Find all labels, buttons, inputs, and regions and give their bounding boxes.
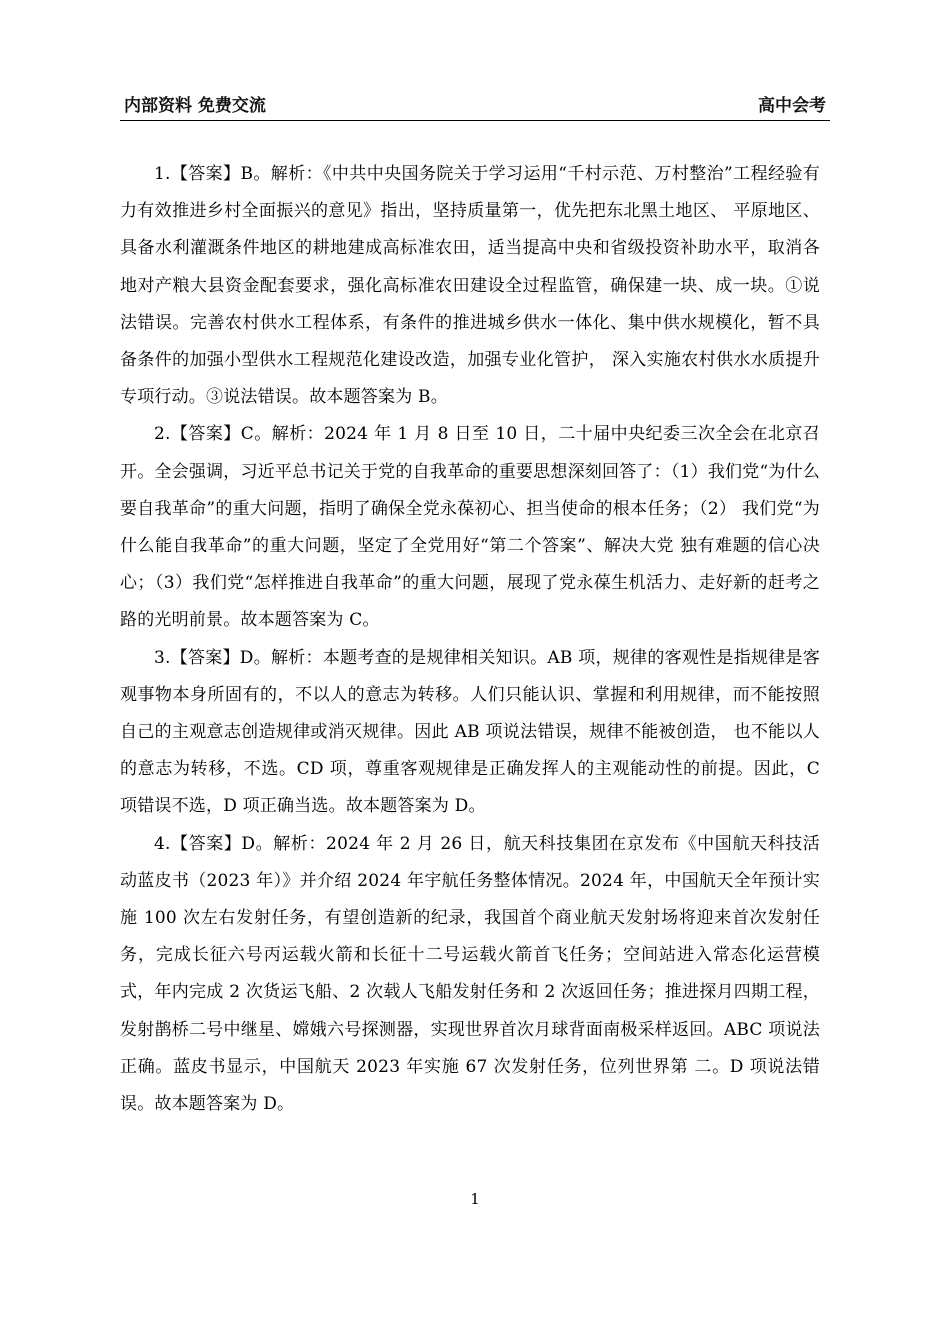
- header-right-text: 高中会考: [758, 96, 826, 116]
- answer-paragraph-4: 4.【答案】D。解析：2024 年 2 月 26 日，航天科技集团在京发布《中国航天科技活动蓝皮书（2023 年）》并介绍 2024 年宇航任务整体情况。2024 年，中国航天全年预计实施 100 次左右发射任务，有望创造新的纪录，我国首个商业航天发射场将迎来首次发射任务，完成长征六号丙运载火箭和长征十二号运载火箭首飞任务；空间站进入常态化运营模式，年内完成 2 次货运飞船、2 次载人飞船发射任务和 2 次返回任务；推进探月四期工程，发射鹊桥二号中继星、嫦娥六号探测器，实现世界首次月球背面南极采样返回。ABC 项说法正确。蓝皮书显示，中国航天 2023 年实施 67 次发射任务，位列世界第 二。D 项说法错误。故本题答案为 D。: [120, 833, 820, 1115]
- page-number: 1: [470, 1190, 480, 1208]
- answer-paragraph-1: 1.【答案】B。解析：《中共中央国务院关于学习运用“千村示范、万村整治”工程经验有力有效推进乡村全面振兴的意见》指出，坚持质量第一，优先把东北黑土地区、 平原地区、具备水利灌溉条件地区的耕地建成高标准农田，适当提高中央和省级投资补助水平，取消各地对产粮大县资金配套要求，强化高标准农田建设全过程监管，确保建一块、成一块。①说法错误。完善农村供水工程体系，有条件的推进城乡供水一体化、集中供水规模化，暂不具备条件的加强小型供水工程规范化建设改造，加强专业化管护， 深入实施农村供水水质提升专项行动。③说法错误。故本题答案为 B。: [120, 164, 820, 408]
- document-body: [120, 156, 820, 1123]
- answer-paragraph-3: 3.【答案】D。解析：本题考查的是规律相关知识。AB 项，规律的客观性是指规律是客观事物本身所固有的，不以人的意志为转移。人们只能认识、掌握和利用规律，而不能按照自己的主观意志创造规律或消灭规律。因此 AB 项说法错误，规律不能被创造， 也不能以人的意志为转移，不选。CD 项，尊重客观规律是正确发挥人的主观能动性的前提。因此，C 项错误不选，D 项正确当选。故本题答案为 D。: [120, 647, 820, 817]
- header-left-text: 内部资料 免费交流: [124, 96, 266, 116]
- page-header: [120, 86, 830, 121]
- answer-paragraph-2: 2.【答案】C。解析：2024 年 1 月 8 日至 10 日，二十届中央纪委三次全会在北京召开。全会强调，习近平总书记关于党的自我革命的重要思想深刻回答了：（1）我们党“为什么要自我革命”的重大问题，指明了确保全党永葆初心、担当使命的根本任务；（2） 我们党“为什么能自我革命”的重大问题，坚定了全党用好“第二个答案”、解决大党 独有难题的信心决心；（3）我们党“怎样推进自我革命”的重大问题，展现了党永葆生机活力、走好新的赶考之路的光明前景。故本题答案为 C。: [120, 424, 820, 631]
